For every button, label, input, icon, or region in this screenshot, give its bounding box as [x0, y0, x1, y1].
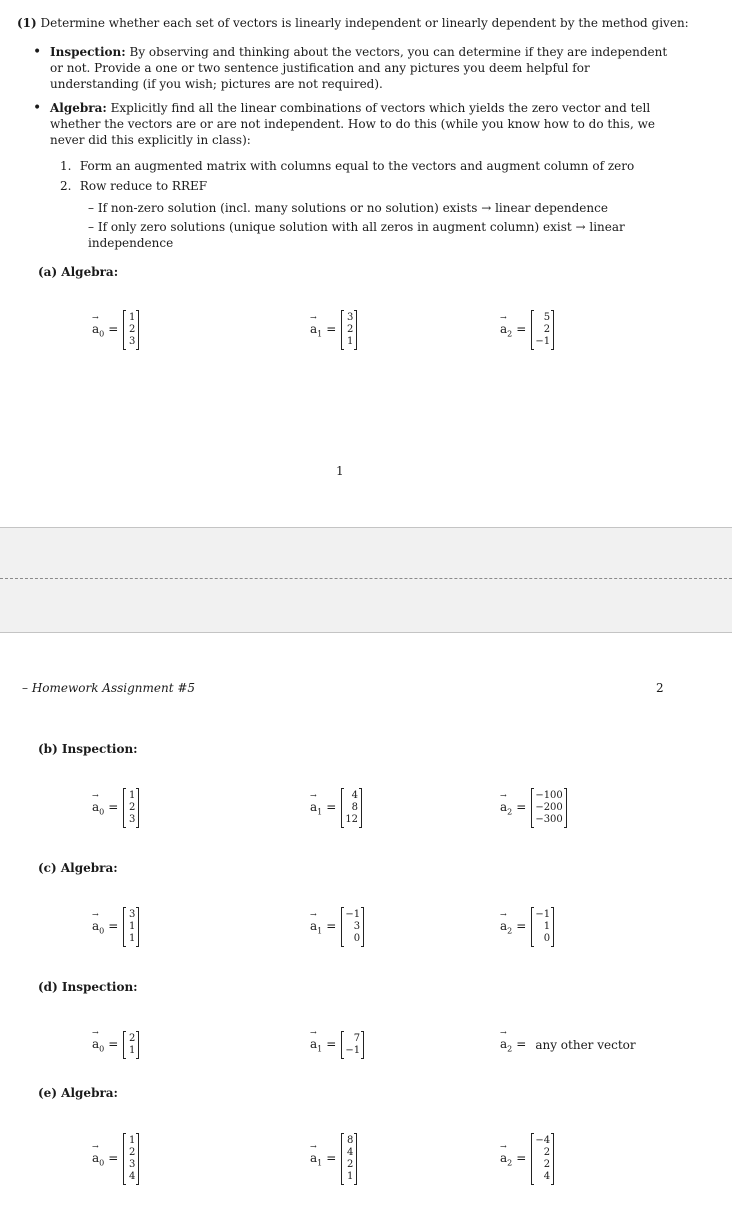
vector-entry: 5: [543, 312, 551, 323]
vector-entry: 4: [351, 790, 359, 801]
vector-a2: [500, 902, 554, 952]
vector-entry: 3: [128, 336, 136, 347]
method-term: Algebra:: [50, 101, 107, 115]
part-label-c: (c) Algebra:: [38, 861, 118, 875]
vector-entry: 1: [128, 933, 136, 944]
running-header: – Homework Assignment #5: [22, 681, 196, 695]
algebra-steps: [60, 158, 700, 198]
part-label-a: (a) Algebra:: [38, 265, 119, 279]
vector-entry: 3: [346, 312, 354, 323]
vector-entry: 3: [128, 909, 136, 920]
step-item: 1. Form an augmented matrix with columns equal to the vectors and augment column of zero: [60, 159, 635, 173]
vector-row-b: [0, 783, 732, 833]
method-list: [30, 44, 680, 156]
question-text: Determine whether each set of vectors is linearly independent or linearly dependent by the method given:: [40, 16, 689, 30]
vector-row-a: [0, 305, 732, 355]
vector-a1: [310, 305, 357, 355]
vector-entry: 1: [128, 921, 136, 932]
vector-label: → $a_0$ =: [92, 800, 118, 816]
vector-arrow-icon: → a: [92, 1151, 99, 1165]
vector-entry: 1: [128, 1135, 136, 1146]
column-vector: [123, 311, 139, 349]
vector-entry: 1: [128, 790, 136, 801]
vector-arrow-icon: → a: [500, 800, 507, 814]
vector-description: any other vector: [535, 1038, 636, 1052]
vector-row-e: [0, 1128, 732, 1190]
vector-a0: [92, 902, 139, 952]
part-label-b: (b) Inspection:: [38, 742, 138, 756]
vector-arrow-icon: → a: [500, 1151, 507, 1165]
vector-a0: [92, 1128, 139, 1190]
column-vector: [341, 908, 364, 946]
vector-a0: [92, 1027, 139, 1063]
vector-a0: [92, 305, 139, 355]
vector-arrow-icon: → a: [92, 1037, 99, 1051]
vector-entry: −1: [535, 909, 551, 920]
vector-entry: 7: [353, 1033, 361, 1044]
page-number: 1: [336, 464, 344, 478]
vector-arrow-icon: → a: [92, 919, 99, 933]
vector-entry: 12: [345, 814, 359, 825]
page-number: 2: [656, 681, 664, 695]
method-description: Explicitly find all the linear combinations of vectors which yields the zero vector and tell whether the vectors are or are not independent. How to do this (while you know how to do this, we never did this explicitly in class):: [50, 101, 655, 147]
bullet-icon: •: [33, 100, 42, 116]
vector-label: → $a_2$ =: [500, 1151, 526, 1167]
vector-label: → $a_1$ =: [310, 1037, 336, 1053]
vector-a1: [310, 783, 362, 833]
step-item: 2. Row reduce to RREF: [60, 179, 208, 193]
part-label-e: (e) Algebra:: [38, 1086, 118, 1100]
vector-a0: [92, 783, 139, 833]
method-algebra: [30, 100, 680, 148]
vector-entry: 1: [346, 1171, 354, 1182]
vector-entry: −1: [345, 1045, 361, 1056]
vector-label: → $a_0$ =: [92, 322, 118, 338]
vector-arrow-icon: → a: [310, 1037, 317, 1051]
vector-entry: 2: [543, 1159, 551, 1170]
column-vector: [123, 1032, 139, 1058]
vector-entry: 3: [128, 1159, 136, 1170]
vector-entry: 2: [346, 324, 354, 335]
vector-entry: 8: [351, 802, 359, 813]
vector-entry: 0: [353, 933, 361, 944]
vector-label: → $a_2$ =: [500, 919, 526, 935]
bullet-icon: •: [33, 44, 42, 60]
substep-item: – If non-zero solution (incl. many solutions or no solution) exists → linear dependence: [88, 201, 608, 215]
column-vector: [123, 908, 139, 946]
column-vector: [531, 1134, 554, 1184]
vector-entry: 4: [128, 1171, 136, 1182]
vector-a2: [500, 1128, 554, 1190]
vector-arrow-icon: → a: [310, 800, 317, 814]
vector-entry: −100: [535, 790, 563, 801]
vector-entry: 1: [128, 1045, 136, 1056]
column-vector: [341, 1134, 357, 1184]
vector-entry: 2: [543, 1147, 551, 1158]
vector-entry: 2: [128, 1033, 136, 1044]
vector-label: → $a_0$ =: [92, 1037, 118, 1053]
vector-label: → $a_2$ =: [500, 800, 526, 816]
vector-entry: 8: [346, 1135, 354, 1146]
vector-entry: 2: [128, 802, 136, 813]
vector-entry: 1: [346, 336, 354, 347]
column-vector: [531, 908, 554, 946]
vector-label: → $a_0$ =: [92, 1151, 118, 1167]
vector-label: → $a_1$ =: [310, 800, 336, 816]
vector-label: → $a_1$ =: [310, 1151, 336, 1167]
vector-a2: [500, 783, 567, 833]
method-term: Inspection:: [50, 45, 126, 59]
vector-row-d: [0, 1027, 732, 1063]
vector-label: → $a_1$ =: [310, 919, 336, 935]
vector-entry: 3: [128, 814, 136, 825]
column-vector: [531, 311, 554, 349]
column-vector: [123, 789, 139, 827]
vector-a1: [310, 902, 364, 952]
question-number: (1): [17, 16, 37, 30]
vector-label: → $a_2$ =: [500, 1037, 526, 1053]
vector-entry: −1: [535, 336, 551, 347]
vector-a1: [310, 1027, 364, 1063]
vector-arrow-icon: → a: [92, 800, 99, 814]
vector-a2: [500, 1027, 636, 1063]
vector-arrow-icon: → a: [310, 919, 317, 933]
vector-entry: 2: [128, 1147, 136, 1158]
vector-label: → $a_2$ =: [500, 322, 526, 338]
column-vector: [341, 311, 357, 349]
vector-entry: 2: [346, 1159, 354, 1170]
column-vector: [123, 1134, 139, 1184]
page-separator: [0, 527, 732, 633]
page-break-line: [0, 578, 732, 579]
vector-label: → $a_0$ =: [92, 919, 118, 935]
vector-entry: 2: [543, 324, 551, 335]
vector-arrow-icon: → a: [310, 1151, 317, 1165]
vector-arrow-icon: → a: [92, 322, 99, 336]
vector-entry: −300: [535, 814, 563, 825]
method-description: By observing and thinking about the vectors, you can determine if they are independent or not. Provide a one or two sentence justification and any pictures you deem helpful for understanding (if you wish; pictures are not required).: [50, 45, 668, 91]
vector-entry: −200: [535, 802, 563, 813]
column-vector: [531, 789, 566, 827]
column-vector: [341, 1032, 364, 1058]
part-label-d: (d) Inspection:: [38, 980, 138, 994]
vector-arrow-icon: → a: [500, 322, 507, 336]
vector-entry: 0: [543, 933, 551, 944]
question-prompt: [17, 15, 717, 31]
vector-entry: −4: [535, 1135, 551, 1146]
vector-entry: −1: [345, 909, 361, 920]
vector-entry: 1: [128, 312, 136, 323]
algebra-substeps: [88, 200, 708, 254]
vector-row-c: [0, 902, 732, 952]
method-inspection: [30, 44, 680, 92]
vector-arrow-icon: → a: [310, 322, 317, 336]
vector-a1: [310, 1128, 357, 1190]
vector-arrow-icon: → a: [500, 1037, 507, 1051]
vector-entry: 3: [353, 921, 361, 932]
vector-label: → $a_1$ =: [310, 322, 336, 338]
substep-item: – If only zero solutions (unique solution with all zeros in augment column) exist → linear independence: [88, 220, 625, 250]
vector-arrow-icon: → a: [500, 919, 507, 933]
column-vector: [341, 789, 362, 827]
vector-entry: 1: [543, 921, 551, 932]
vector-a2: [500, 305, 554, 355]
vector-entry: 4: [543, 1171, 551, 1182]
vector-entry: 4: [346, 1147, 354, 1158]
vector-entry: 2: [128, 324, 136, 335]
